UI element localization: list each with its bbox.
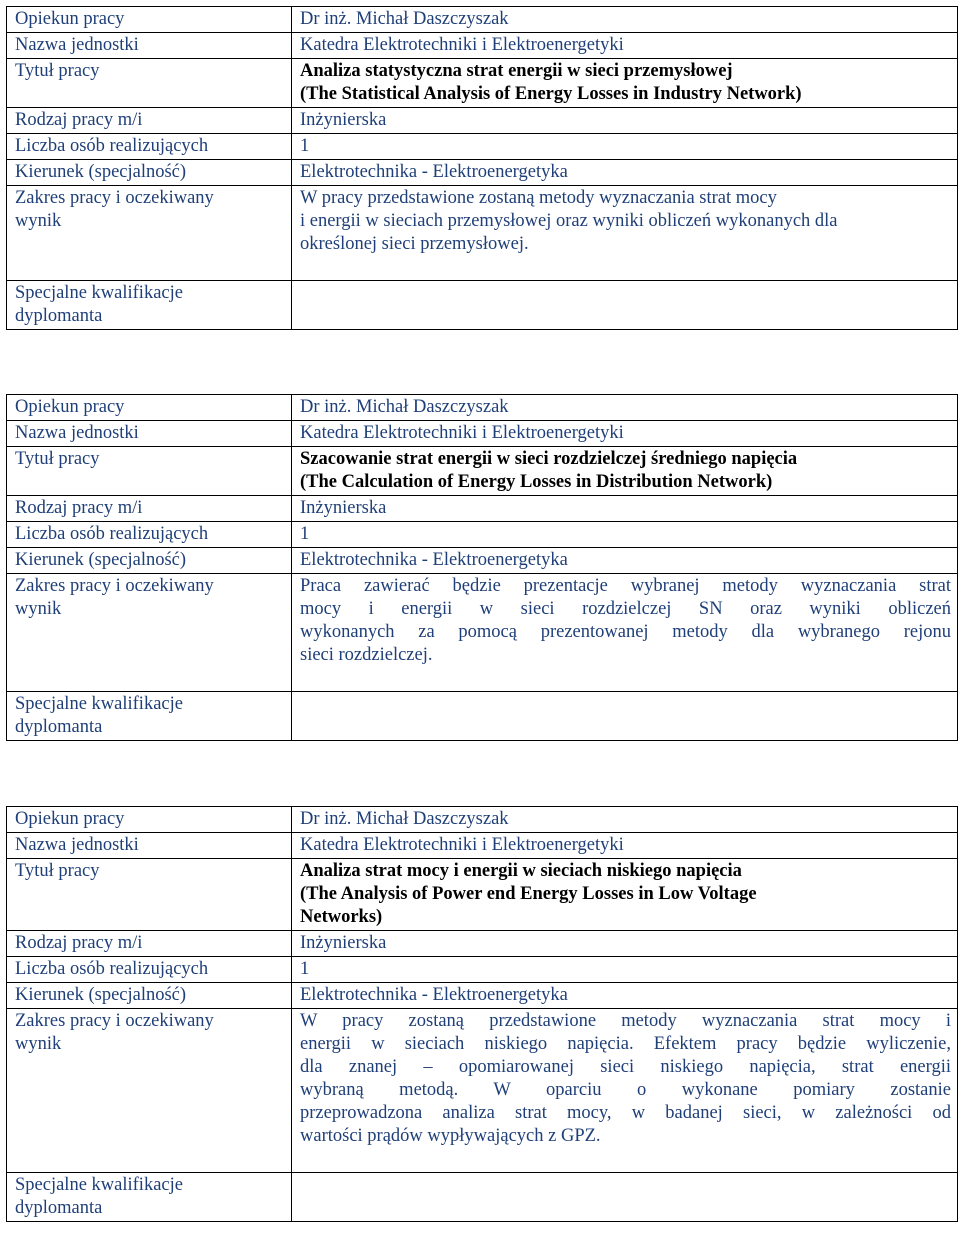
value-persons: 1 bbox=[292, 957, 958, 983]
value-unit: Katedra Elektrotechniki i Elektroenergetyki bbox=[292, 833, 958, 859]
row-scope bbox=[7, 186, 958, 281]
scope-line: W pracy przedstawione zostaną metody wyznaczania strat mocy bbox=[300, 188, 777, 208]
value-scope bbox=[292, 186, 958, 281]
scope-spacer bbox=[300, 1148, 951, 1171]
scope-line: określonej sieci przemysłowej. bbox=[300, 234, 529, 254]
value-direction: Elektrotechnika - Elektroenergetyka bbox=[292, 983, 958, 1009]
label-direction: Kierunek (specjalność) bbox=[7, 983, 292, 1009]
label-scope bbox=[7, 1009, 292, 1173]
label-qualifications bbox=[7, 692, 292, 741]
value-scope bbox=[292, 574, 958, 692]
label-qual-line2: dyplomanta bbox=[15, 1198, 103, 1218]
label-qual-line2: dyplomanta bbox=[15, 717, 103, 737]
label-title: Tytuł pracy bbox=[7, 447, 292, 496]
row-supervisor bbox=[7, 807, 958, 833]
row-persons bbox=[7, 522, 958, 548]
label-scope-line1: Zakres pracy i oczekiwany bbox=[15, 188, 214, 208]
row-persons bbox=[7, 957, 958, 983]
label-scope bbox=[7, 574, 292, 692]
label-persons: Liczba osób realizujących bbox=[7, 957, 292, 983]
row-type bbox=[7, 108, 958, 134]
row-direction bbox=[7, 983, 958, 1009]
label-unit: Nazwa jednostki bbox=[7, 833, 292, 859]
label-persons: Liczba osób realizujących bbox=[7, 522, 292, 548]
label-supervisor: Opiekun pracy bbox=[7, 395, 292, 421]
title-polish: Analiza strat mocy i energii w sieciach niskiego napięcia bbox=[300, 861, 742, 881]
label-scope-line2: wynik bbox=[15, 1034, 62, 1054]
title-english: (The Analysis of Power end Energy Losses in Low Voltage bbox=[300, 884, 757, 904]
scope-line: przeprowadzona analiza strat mocy, w badanej sieci, w zależności od bbox=[300, 1103, 951, 1123]
row-persons bbox=[7, 134, 958, 160]
label-qualifications bbox=[7, 1173, 292, 1222]
row-supervisor bbox=[7, 395, 958, 421]
label-qualifications bbox=[7, 281, 292, 330]
row-scope bbox=[7, 1009, 958, 1173]
value-persons: 1 bbox=[292, 522, 958, 548]
value-title bbox=[292, 59, 958, 108]
value-type: Inżynierska bbox=[292, 931, 958, 957]
scope-line: W pracy zostaną przedstawione metody wyznaczania strat mocy i bbox=[300, 1011, 951, 1031]
value-qualifications bbox=[292, 281, 958, 330]
label-scope-line2: wynik bbox=[15, 211, 62, 231]
label-qual-line2: dyplomanta bbox=[15, 306, 103, 326]
label-direction: Kierunek (specjalność) bbox=[7, 548, 292, 574]
scope-line: Praca zawierać będzie prezentacje wybranej metody wyznaczania strat bbox=[300, 576, 951, 596]
row-direction bbox=[7, 160, 958, 186]
label-supervisor: Opiekun pracy bbox=[7, 7, 292, 33]
row-supervisor bbox=[7, 7, 958, 33]
scope-line: mocy i energii w sieci rozdzielczej SN oraz wyniki obliczeń bbox=[300, 599, 951, 619]
value-unit: Katedra Elektrotechniki i Elektroenergetyki bbox=[292, 33, 958, 59]
row-qualifications bbox=[7, 1173, 958, 1222]
value-supervisor: Dr inż. Michał Daszczyszak bbox=[292, 7, 958, 33]
value-type: Inżynierska bbox=[292, 108, 958, 134]
scope-spacer bbox=[300, 256, 951, 279]
label-qual-line1: Specjalne kwalifikacje bbox=[15, 283, 183, 303]
value-type: Inżynierska bbox=[292, 496, 958, 522]
title-english-cont: Networks) bbox=[300, 907, 383, 927]
row-unit bbox=[7, 833, 958, 859]
label-unit: Nazwa jednostki bbox=[7, 33, 292, 59]
value-direction: Elektrotechnika - Elektroenergetyka bbox=[292, 160, 958, 186]
row-title bbox=[7, 859, 958, 931]
scope-line: dla znanej – opomiarowanej sieci niskiego napięcia, strat energii bbox=[300, 1057, 951, 1077]
row-qualifications bbox=[7, 692, 958, 741]
row-type bbox=[7, 496, 958, 522]
title-polish: Szacowanie strat energii w sieci rozdzielczej średniego napięcia bbox=[300, 449, 798, 469]
value-direction: Elektrotechnika - Elektroenergetyka bbox=[292, 548, 958, 574]
label-persons: Liczba osób realizujących bbox=[7, 134, 292, 160]
label-title: Tytuł pracy bbox=[7, 59, 292, 108]
row-title bbox=[7, 447, 958, 496]
row-unit bbox=[7, 33, 958, 59]
scope-line: i energii w sieciach przemysłowej oraz wyniki obliczeń wykonanych dla bbox=[300, 211, 838, 231]
thesis-entry-2 bbox=[6, 394, 958, 741]
row-qualifications bbox=[7, 281, 958, 330]
value-title bbox=[292, 859, 958, 931]
row-scope bbox=[7, 574, 958, 692]
title-polish: Analiza statystyczna strat energii w sieci przemysłowej bbox=[300, 61, 733, 81]
thesis-entry-3 bbox=[6, 806, 958, 1222]
row-unit bbox=[7, 421, 958, 447]
scope-line: sieci rozdzielczej. bbox=[300, 645, 433, 665]
value-qualifications bbox=[292, 1173, 958, 1222]
row-title bbox=[7, 59, 958, 108]
title-english: (The Calculation of Energy Losses in Distribution Network) bbox=[300, 472, 773, 492]
value-unit: Katedra Elektrotechniki i Elektroenergetyki bbox=[292, 421, 958, 447]
scope-spacer bbox=[300, 667, 951, 690]
value-title bbox=[292, 447, 958, 496]
thesis-entry-1 bbox=[6, 6, 958, 330]
value-scope bbox=[292, 1009, 958, 1173]
label-direction: Kierunek (specjalność) bbox=[7, 160, 292, 186]
value-persons: 1 bbox=[292, 134, 958, 160]
label-supervisor: Opiekun pracy bbox=[7, 807, 292, 833]
scope-line: wybraną metodą. W oparciu o wykonane pomiary zostanie bbox=[300, 1080, 951, 1100]
value-supervisor: Dr inż. Michał Daszczyszak bbox=[292, 807, 958, 833]
label-type: Rodzaj pracy m/i bbox=[7, 108, 292, 134]
label-scope bbox=[7, 186, 292, 281]
label-scope-line1: Zakres pracy i oczekiwany bbox=[15, 576, 214, 596]
label-unit: Nazwa jednostki bbox=[7, 421, 292, 447]
label-title: Tytuł pracy bbox=[7, 859, 292, 931]
label-scope-line2: wynik bbox=[15, 599, 62, 619]
value-supervisor: Dr inż. Michał Daszczyszak bbox=[292, 395, 958, 421]
row-direction bbox=[7, 548, 958, 574]
row-type bbox=[7, 931, 958, 957]
value-qualifications bbox=[292, 692, 958, 741]
scope-line: wartości prądów wypływających z GPZ. bbox=[300, 1126, 601, 1146]
title-english: (The Statistical Analysis of Energy Losses in Industry Network) bbox=[300, 84, 802, 104]
label-qual-line1: Specjalne kwalifikacje bbox=[15, 1175, 183, 1195]
label-scope-line1: Zakres pracy i oczekiwany bbox=[15, 1011, 214, 1031]
scope-line: wykonanych za pomocą prezentowanej metody dla wybranego rejonu bbox=[300, 622, 951, 642]
label-qual-line1: Specjalne kwalifikacje bbox=[15, 694, 183, 714]
scope-line: energii w sieciach niskiego napięcia. Efektem pracy będzie wyliczenie, bbox=[300, 1034, 951, 1054]
label-type: Rodzaj pracy m/i bbox=[7, 496, 292, 522]
label-type: Rodzaj pracy m/i bbox=[7, 931, 292, 957]
